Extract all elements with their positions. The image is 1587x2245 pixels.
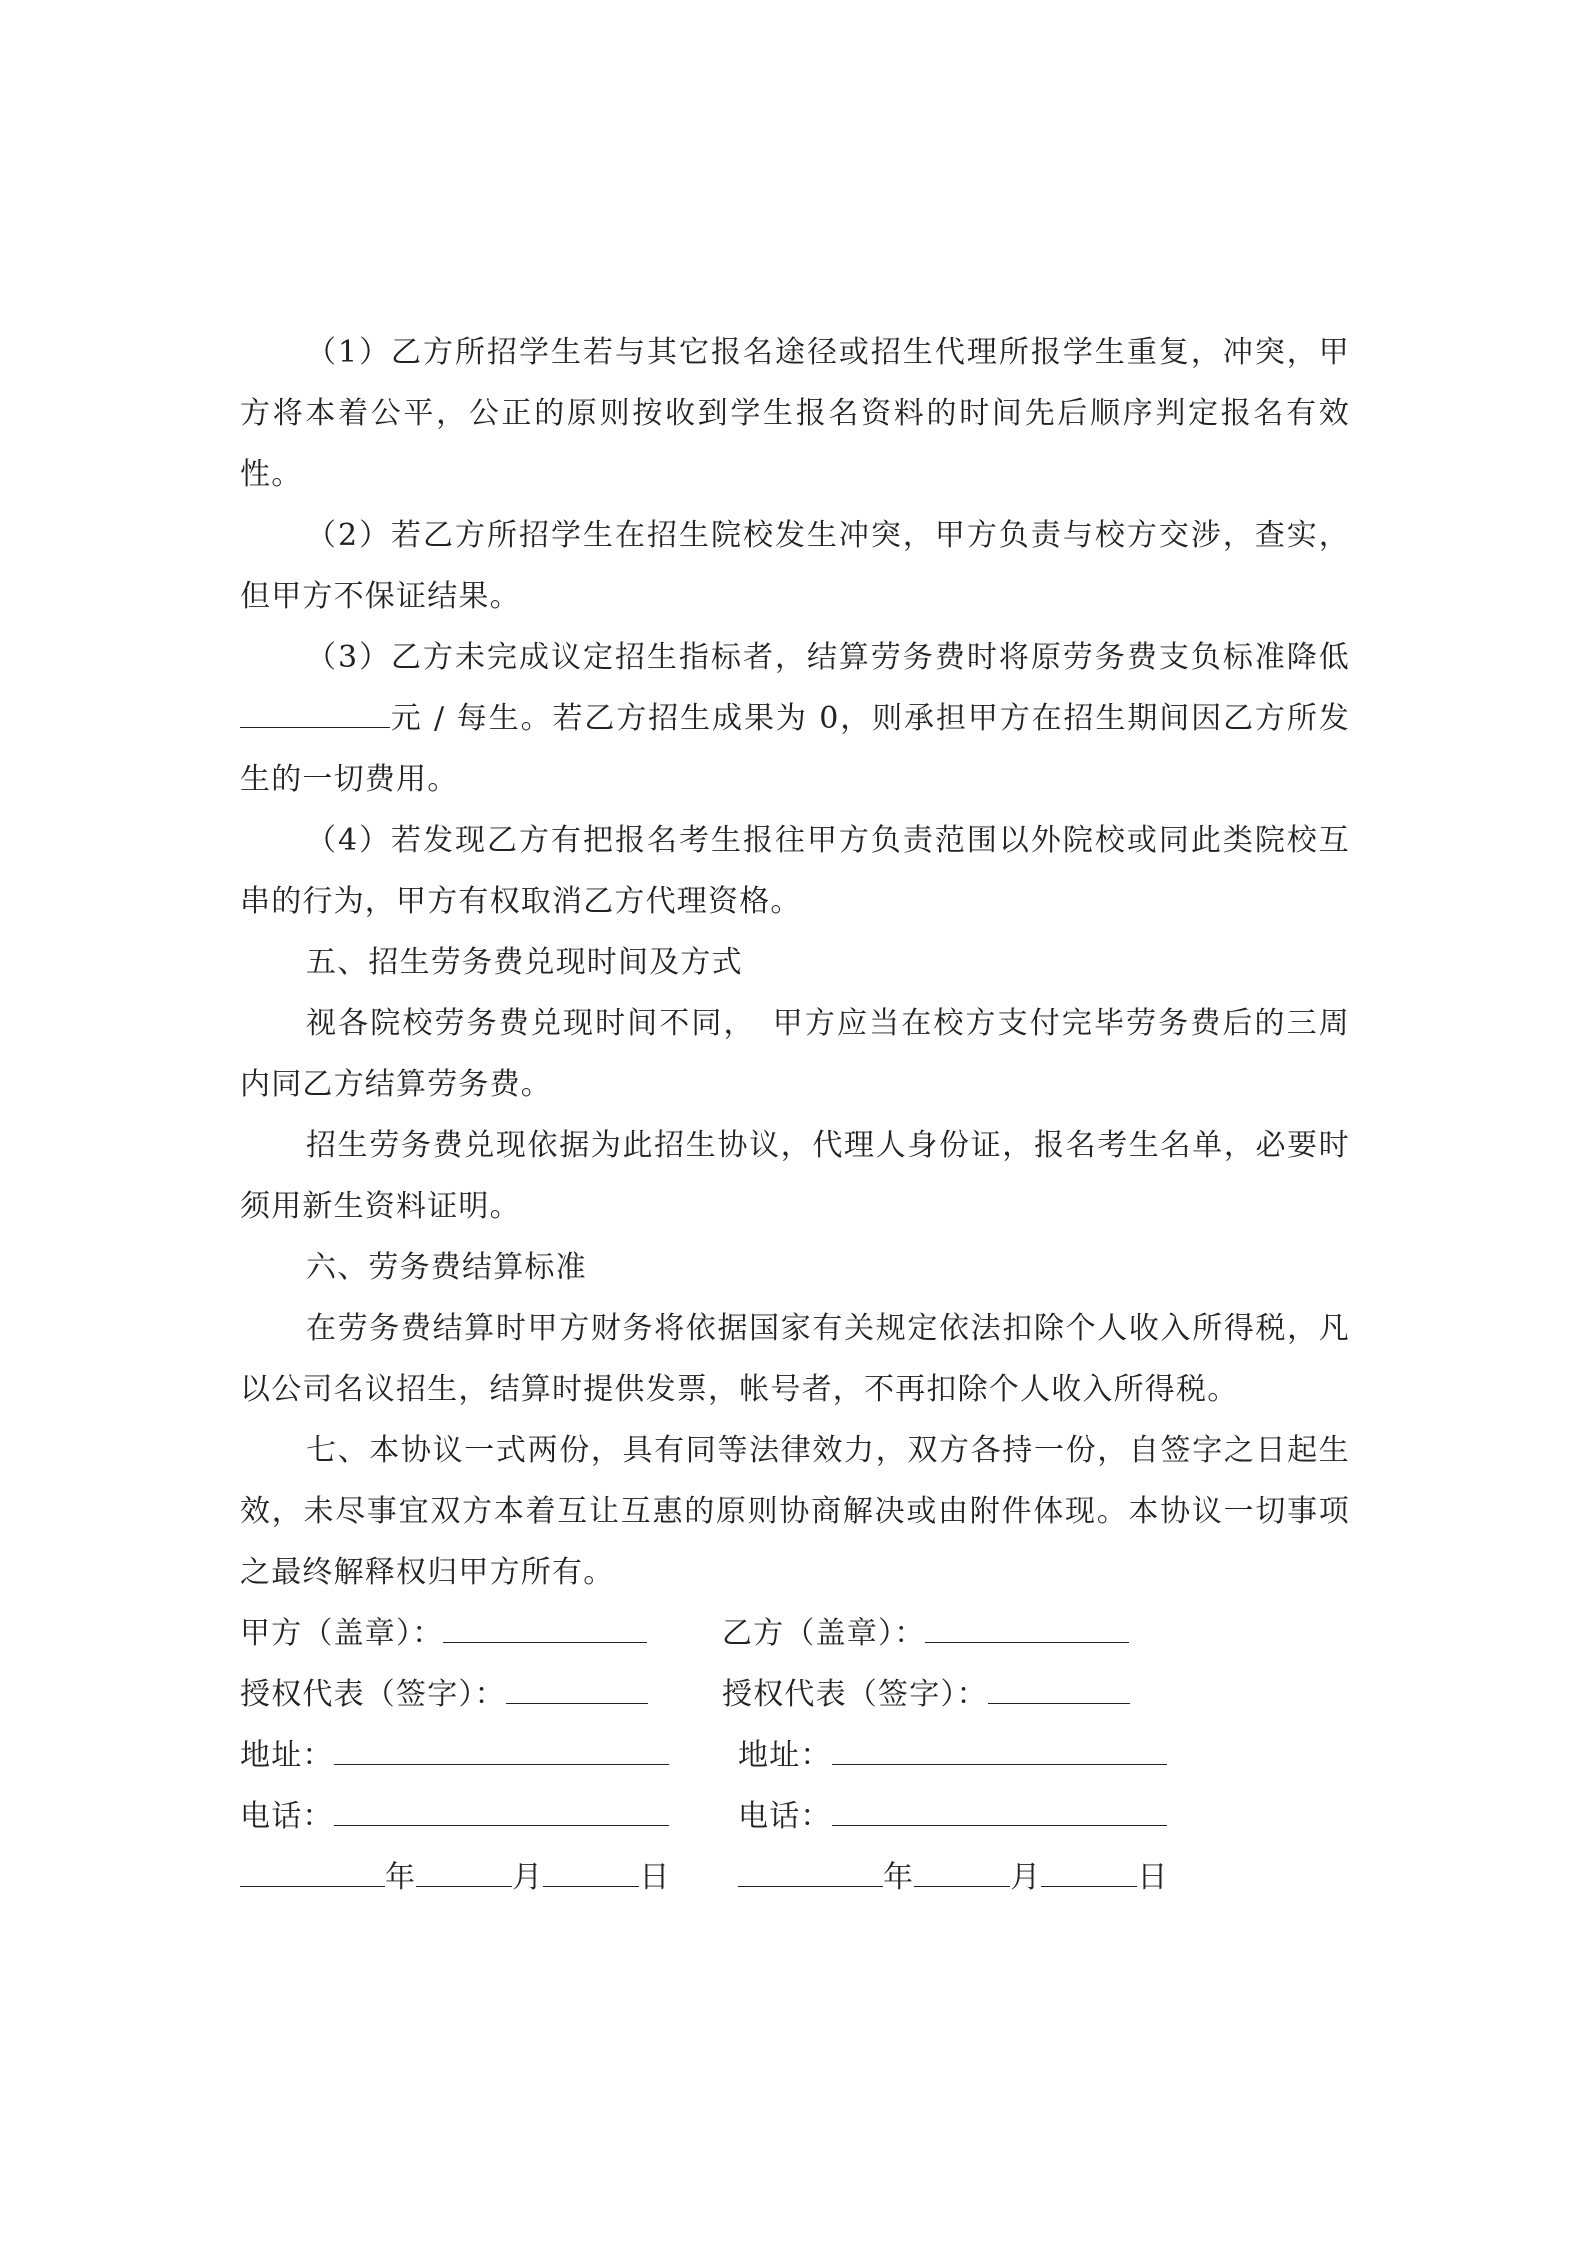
party-b-date-field: [738, 1847, 1169, 1908]
party-a-day-label: 日: [639, 1860, 671, 1895]
seal-row: [240, 1603, 1350, 1664]
party-b-phone-label: 电话：: [738, 1799, 832, 1834]
party-b-auth-rep-blank: [988, 1665, 1130, 1704]
party-b-month-blank: [914, 1848, 1010, 1887]
party-b-year-label: 年: [883, 1860, 915, 1895]
section-heading-6: 六、劳务费结算标准: [306, 1250, 587, 1285]
party-b-year-blank: [738, 1848, 883, 1887]
party-a-month-label: 月: [512, 1860, 544, 1895]
party-a-auth-rep-field: [240, 1664, 648, 1725]
section-heading-5: 五、招生劳务费兑现时间及方式: [306, 945, 743, 980]
section-6-paragraph: 在劳务费结算时甲方财务将依据国家有关规定依法扣除个人收入所得税，凡以公司名议招生，结算时提供发票，帐号者，不再扣除个人收入所得税。: [240, 1311, 1350, 1407]
party-a-auth-rep-label: 授权代表（签字）：: [240, 1677, 506, 1712]
clause-2: （2）若乙方所招学生在招生院校发生冲突，甲方负责与校方交涉，查实，但甲方不保证结果。: [240, 518, 1350, 614]
section-7-paragraph: 七、本协议一式两份，具有同等法律效力，双方各持一份，自签字之日起生效，未尽事宜双方本着互让互惠的原则协商解决或由附件体现。本协议一切事项之最终解释权归甲方所有。: [240, 1433, 1350, 1590]
clause-3-text-before: （3）乙方未完成议定招生指标者，结算劳务费时将原劳务费支负标准降低: [306, 640, 1350, 675]
address-row: [240, 1725, 1350, 1786]
party-b-auth-rep-field: [722, 1664, 1130, 1725]
party-a-month-blank: [416, 1848, 512, 1887]
clause-3: [240, 627, 1350, 810]
party-b-month-label: 月: [1010, 1860, 1042, 1895]
party-b-day-blank: [1041, 1848, 1137, 1887]
party-a-address-field: [240, 1725, 669, 1786]
section-5-paragraph-1: 视各院校劳务费兑现时间不同， 甲方应当在校方支付完毕劳务费后的三周内同乙方结算劳务费。: [240, 1006, 1350, 1102]
party-b-address-field: [738, 1725, 1167, 1786]
clause-4: （4）若发现乙方有把报名考生报往甲方负责范围以外院校或同此类院校互串的行为，甲方有权取消乙方代理资格。: [240, 823, 1350, 919]
party-b-address-label: 地址：: [738, 1738, 832, 1773]
party-b-seal-label: 乙方（盖章）：: [722, 1616, 926, 1651]
clause-3-text-after: 元 / 每生。若乙方招生成果为 0，则承担甲方在招生期间因乙方所发生的一切费用。: [240, 701, 1350, 797]
party-b-address-blank: [832, 1726, 1167, 1765]
party-b-phone-blank: [832, 1787, 1167, 1826]
party-a-seal-label: 甲方（盖章）：: [240, 1616, 444, 1651]
amount-blank: [240, 689, 390, 728]
auth-rep-row: [240, 1664, 1350, 1725]
party-b-day-label: 日: [1137, 1860, 1169, 1895]
party-a-phone-blank: [334, 1787, 669, 1826]
party-a-date-field: [240, 1847, 671, 1908]
party-b-seal-field: [722, 1603, 1129, 1664]
party-a-seal-field: [240, 1603, 647, 1664]
party-a-phone-label: 电话：: [240, 1799, 334, 1834]
party-b-seal-blank: [925, 1604, 1129, 1643]
party-a-year-blank: [240, 1848, 385, 1887]
party-a-address-label: 地址：: [240, 1738, 334, 1773]
section-5-paragraph-2: 招生劳务费兑现依据为此招生协议，代理人身份证，报名考生名单，必要时须用新生资料证明。: [240, 1128, 1350, 1224]
party-a-year-label: 年: [385, 1860, 417, 1895]
party-a-day-blank: [543, 1848, 639, 1887]
party-a-auth-rep-blank: [506, 1665, 648, 1704]
party-a-seal-blank: [443, 1604, 647, 1643]
party-a-phone-field: [240, 1786, 669, 1847]
clause-1: （1）乙方所招学生若与其它报名途径或招生代理所报学生重复，冲突，甲方将本着公平，公正的原则按收到学生报名资料的时间先后顺序判定报名有效性。: [240, 335, 1350, 492]
agreement-body: [240, 322, 1350, 1908]
date-row: [240, 1847, 1350, 1908]
phone-row: [240, 1786, 1350, 1847]
party-a-address-blank: [334, 1726, 669, 1765]
party-b-phone-field: [738, 1786, 1167, 1847]
party-b-auth-rep-label: 授权代表（签字）：: [722, 1677, 988, 1712]
